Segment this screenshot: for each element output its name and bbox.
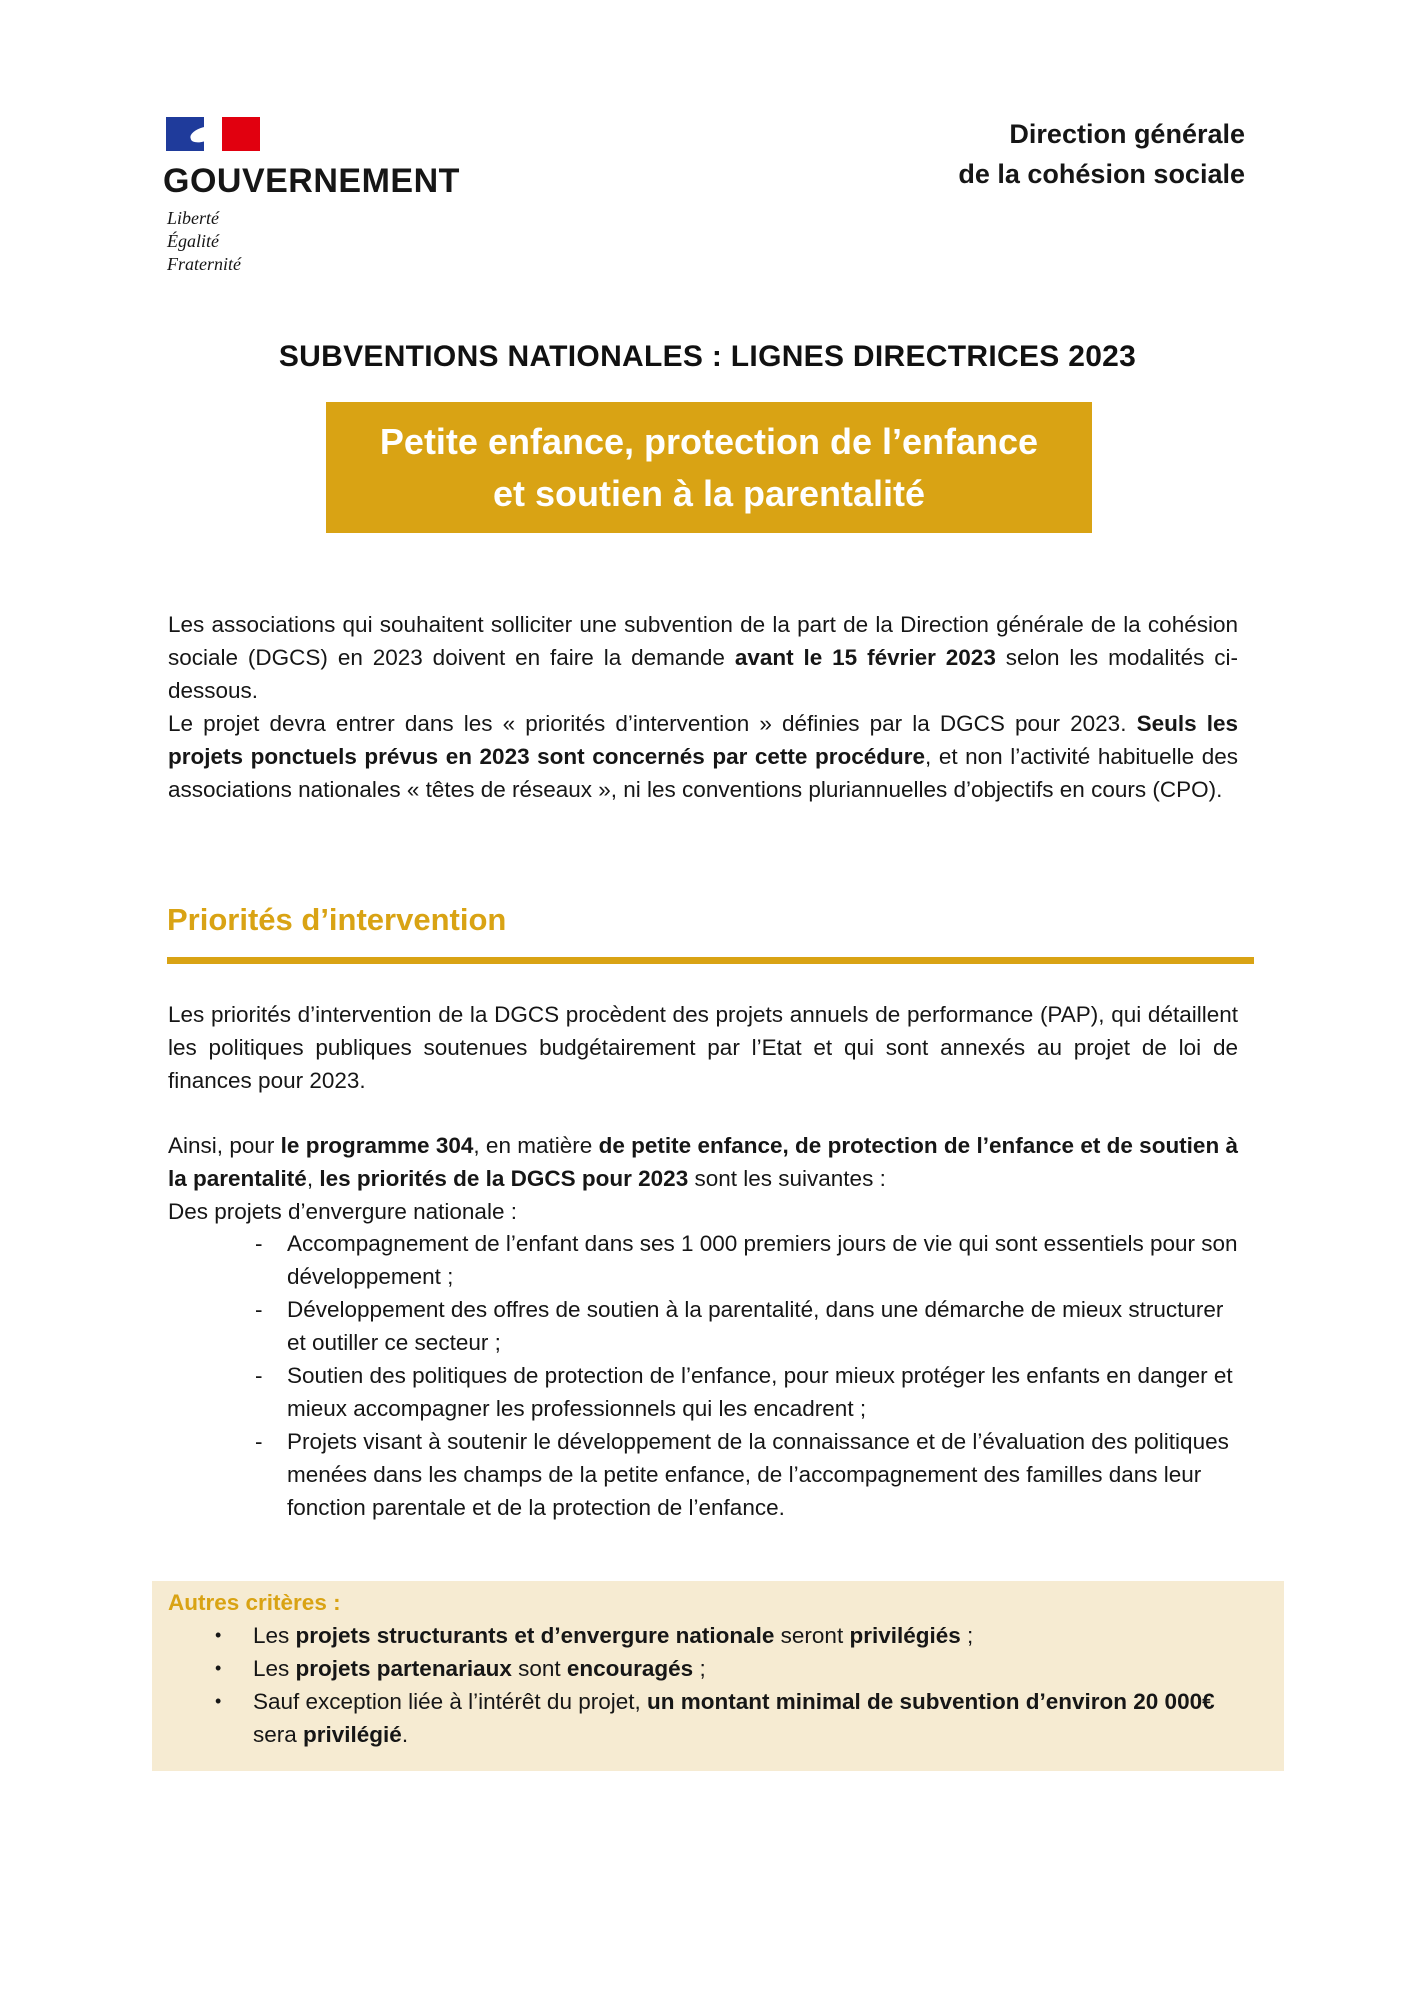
text-run: , et non l’activité habituelle des associations nationales « têtes de réseaux », ni les conventions pluriannuelles d’objectifs en cours (CPO). (168, 744, 1238, 802)
criteria-item (215, 1685, 1245, 1751)
text-run: sera (253, 1722, 304, 1747)
emphasis-text: Seuls les projets ponctuels prévus en 2023 sont concernés par cette procédure (168, 711, 1238, 769)
marianne-flag-icon (166, 117, 260, 151)
document-title: SUBVENTIONS NATIONALES : LIGNES DIRECTRICES 2023 (278, 340, 1137, 373)
subtitle-banner (326, 402, 1092, 533)
dash-marker: - (255, 1231, 263, 1256)
text-run: , (306, 1166, 320, 1191)
program-text (168, 1129, 1238, 1195)
other-criteria-title: Autres critères : (168, 1590, 341, 1615)
text-run: Ainsi, pour (168, 1133, 281, 1158)
intro-section (168, 608, 1238, 806)
list-item-text: Développement des offres de soutien à la parentalité, dans une démarche de mieux structurer et outiller ce secteur ; (287, 1297, 1224, 1355)
republic-motto (167, 207, 241, 276)
text-run: Sauf exception liée à l’intérêt du projet, (253, 1689, 647, 1714)
flag-red-band (222, 117, 260, 151)
text-run: Le projet devra entrer dans les « priorités d’intervention » définies par la DGCS pour 2023. (168, 711, 1137, 736)
text-run: seront (774, 1623, 850, 1648)
emphasis-text: un montant minimal de subvention d’environ 20 000€ (647, 1689, 1215, 1714)
list-item-text: Soutien des politiques de protection de l’enfance, pour mieux protéger les enfants en danger et mieux accompagner les professionnels qui les encadrent ; (287, 1363, 1233, 1421)
subtitle-line-2: et soutien à la parentalité (492, 472, 926, 514)
emphasis-text: les priorités de la DGCS pour 2023 (319, 1166, 689, 1191)
section-heading-priorities: Priorités d’intervention (167, 902, 507, 937)
motto-fraternite: Fraternité (167, 254, 241, 274)
text-run: , en matière (473, 1133, 599, 1158)
department-line-1: Direction générale (1009, 119, 1245, 149)
department-line-2: de la cohésion sociale (958, 159, 1245, 189)
criteria-item-text (253, 1623, 973, 1648)
text-run: Les (253, 1623, 296, 1648)
intro-paragraph-1 (168, 608, 1238, 707)
list-item-text: Projets visant à soutenir le développement de la connaissance et de l’évaluation des politiques menées dans les champs de la petite enfance, de l’accompagnement des familles dans leur fonction parentale et de la protection de l’enfance. (287, 1429, 1229, 1520)
list-item (255, 1425, 1240, 1524)
text-run: Les (253, 1656, 296, 1681)
text-run: Les associations qui souhaitent solliciter une subvention de la part de la Direction générale de la cohésion sociale (DGCS) en 2023 doivent en faire la demande (168, 612, 1238, 670)
motto-egalite: Égalité (167, 231, 219, 251)
criteria-item (215, 1652, 1245, 1685)
list-item-text: Accompagnement de l’enfant dans ses 1 000 premiers jours de vie qui sont essentiels pour son développement ; (287, 1231, 1238, 1289)
text-run: ; (693, 1656, 706, 1681)
text-run: . (401, 1722, 409, 1747)
bullet-icon: • (215, 1691, 222, 1711)
bullet-icon: • (215, 1658, 222, 1678)
program-paragraph (168, 1129, 1238, 1228)
pap-text: Les priorités d’intervention de la DGCS procèdent des projets annuels de performance (PAP), qui détaillent les politiques publiques soutenues budgétairement par l’Etat et qui sont annexés au projet de loi de finances pour 2023. (168, 1002, 1238, 1093)
emphasis-text: privilégié (303, 1722, 402, 1747)
bullet-icon: • (215, 1625, 222, 1645)
text-run: selon les modalités ci-dessous. (168, 645, 1239, 703)
text-run: sont (511, 1656, 567, 1681)
emphasis-text: le programme 304 (280, 1133, 474, 1158)
department-name (958, 114, 1245, 194)
text-run: ; (960, 1623, 974, 1648)
list-item (255, 1293, 1240, 1359)
dash-marker: - (255, 1363, 263, 1388)
emphasis-text: encouragés (566, 1656, 694, 1681)
intro-paragraph-2 (168, 707, 1238, 806)
priorities-list (255, 1227, 1240, 1524)
list-intro: Des projets d’envergure nationale : (168, 1199, 517, 1224)
emphasis-text: projets partenariaux (295, 1656, 512, 1681)
government-name: GOUVERNEMENT (163, 162, 460, 200)
motto-liberte: Liberté (167, 208, 219, 228)
list-item (255, 1227, 1240, 1293)
section-divider (167, 957, 1254, 964)
pap-paragraph (168, 998, 1238, 1097)
flag-white-band (204, 117, 223, 151)
emphasis-text: de petite enfance, de protection de l’enfance et de soutien à la parentalité (168, 1133, 1239, 1191)
emphasis-text: avant le 15 février 2023 (734, 645, 996, 670)
criteria-list (215, 1619, 1245, 1751)
criteria-item (215, 1619, 1245, 1652)
dash-marker: - (255, 1429, 263, 1454)
emphasis-text: privilégiés (849, 1623, 961, 1648)
dash-marker: - (255, 1297, 263, 1322)
emphasis-text: projets structurants et d’envergure nationale (295, 1623, 775, 1648)
text-run: sont les suivantes : (688, 1166, 886, 1191)
criteria-item-text (253, 1689, 1215, 1747)
list-item (255, 1359, 1240, 1425)
subtitle-line-1: Petite enfance, protection de l’enfance (379, 420, 1039, 462)
criteria-item-text (253, 1656, 706, 1681)
